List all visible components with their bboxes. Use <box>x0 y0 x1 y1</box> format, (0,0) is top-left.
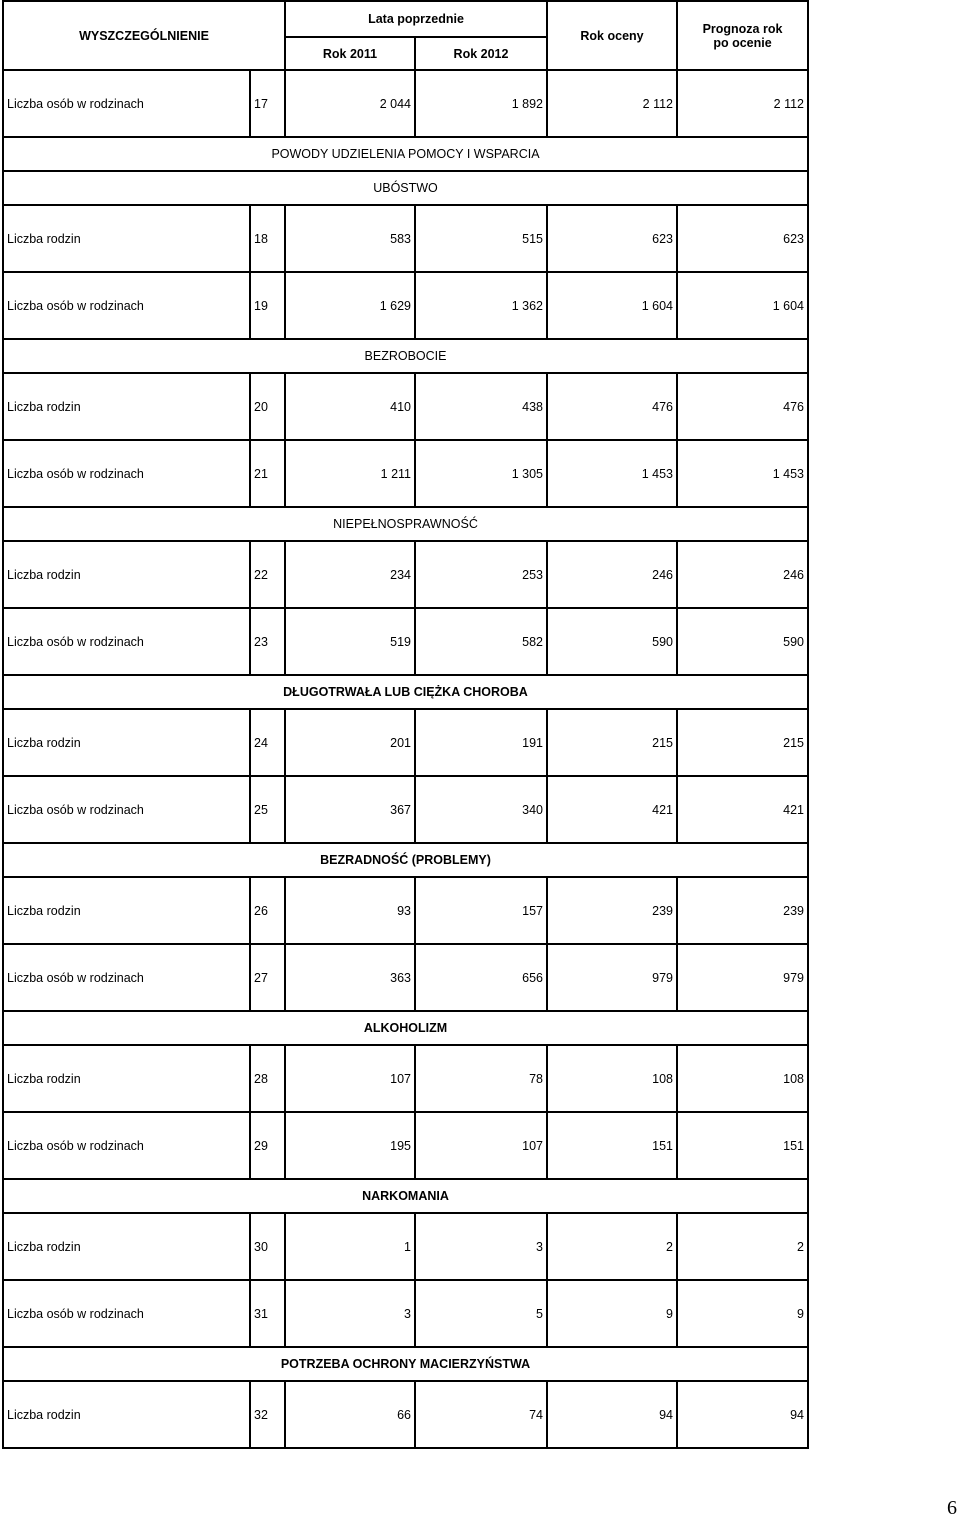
value-2012: 582 <box>415 608 547 675</box>
row-label: Liczba rodzin <box>3 1213 250 1280</box>
row-label: Liczba osób w rodzinach <box>3 1280 250 1347</box>
section-title: UBÓSTWO <box>3 171 808 205</box>
row-number: 25 <box>250 776 285 843</box>
value-rating-year: 1 604 <box>547 272 677 339</box>
value-rating-year: 215 <box>547 709 677 776</box>
value-2011: 367 <box>285 776 415 843</box>
section-row <box>3 339 808 373</box>
value-forecast: 9 <box>677 1280 808 1347</box>
table-row <box>3 70 808 137</box>
header-year-2011: Rok 2011 <box>285 37 415 70</box>
value-rating-year: 623 <box>547 205 677 272</box>
section-title: ALKOHOLIZM <box>3 1011 808 1045</box>
row-number: 23 <box>250 608 285 675</box>
row-number: 27 <box>250 944 285 1011</box>
value-2011: 363 <box>285 944 415 1011</box>
section-row <box>3 675 808 709</box>
value-2012: 1 892 <box>415 70 547 137</box>
value-forecast: 1 453 <box>677 440 808 507</box>
value-rating-year: 979 <box>547 944 677 1011</box>
page-number: 6 <box>947 1497 957 1519</box>
table-row <box>3 1112 808 1179</box>
value-2012: 191 <box>415 709 547 776</box>
row-label: Liczba rodzin <box>3 877 250 944</box>
value-2011: 93 <box>285 877 415 944</box>
header-previous-years: Lata poprzednie <box>285 1 547 37</box>
table-row <box>3 1280 808 1347</box>
row-number: 22 <box>250 541 285 608</box>
value-2012: 1 362 <box>415 272 547 339</box>
value-2011: 583 <box>285 205 415 272</box>
row-number: 18 <box>250 205 285 272</box>
section-title-main: POWODY UDZIELENIA POMOCY I WSPARCIA <box>3 137 808 171</box>
value-forecast: 421 <box>677 776 808 843</box>
section-title: POTRZEBA OCHRONY MACIERZYŃSTWA <box>3 1347 808 1381</box>
row-label: Liczba osób w rodzinach <box>3 70 250 137</box>
table-row <box>3 373 808 440</box>
table-row <box>3 272 808 339</box>
row-number: 20 <box>250 373 285 440</box>
value-rating-year: 2 <box>547 1213 677 1280</box>
value-2011: 519 <box>285 608 415 675</box>
value-2011: 1 211 <box>285 440 415 507</box>
value-forecast: 246 <box>677 541 808 608</box>
value-rating-year: 239 <box>547 877 677 944</box>
row-label: Liczba rodzin <box>3 1045 250 1112</box>
value-2012: 78 <box>415 1045 547 1112</box>
row-number: 30 <box>250 1213 285 1280</box>
section-title: BEZROBOCIE <box>3 339 808 373</box>
table-row <box>3 608 808 675</box>
value-2012: 107 <box>415 1112 547 1179</box>
data-table <box>2 0 809 1449</box>
value-rating-year: 94 <box>547 1381 677 1448</box>
row-label: Liczba rodzin <box>3 205 250 272</box>
value-2011: 410 <box>285 373 415 440</box>
table-row <box>3 709 808 776</box>
value-2012: 3 <box>415 1213 547 1280</box>
header-forecast <box>677 1 808 70</box>
value-2011: 201 <box>285 709 415 776</box>
value-2012: 438 <box>415 373 547 440</box>
row-label: Liczba rodzin <box>3 709 250 776</box>
table-row <box>3 877 808 944</box>
value-rating-year: 151 <box>547 1112 677 1179</box>
row-number: 24 <box>250 709 285 776</box>
section-row <box>3 507 808 541</box>
section-row <box>3 137 808 171</box>
value-2011: 2 044 <box>285 70 415 137</box>
row-number: 31 <box>250 1280 285 1347</box>
table-row <box>3 205 808 272</box>
value-2012: 74 <box>415 1381 547 1448</box>
value-rating-year: 246 <box>547 541 677 608</box>
table-row <box>3 1213 808 1280</box>
value-rating-year: 9 <box>547 1280 677 1347</box>
table-row <box>3 776 808 843</box>
value-2011: 195 <box>285 1112 415 1179</box>
row-label: Liczba osób w rodzinach <box>3 776 250 843</box>
section-title: BEZRADNOŚĆ (PROBLEMY) <box>3 843 808 877</box>
section-row <box>3 1179 808 1213</box>
section-title: NARKOMANIA <box>3 1179 808 1213</box>
value-forecast: 590 <box>677 608 808 675</box>
section-row <box>3 1011 808 1045</box>
row-number: 28 <box>250 1045 285 1112</box>
row-number: 29 <box>250 1112 285 1179</box>
section-row <box>3 171 808 205</box>
value-rating-year: 1 453 <box>547 440 677 507</box>
value-2012: 253 <box>415 541 547 608</box>
value-forecast: 151 <box>677 1112 808 1179</box>
section-title: DŁUGOTRWAŁA LUB CIĘŻKA CHOROBA <box>3 675 808 709</box>
value-forecast: 979 <box>677 944 808 1011</box>
header-forecast-line1: Prognoza rok <box>702 21 783 36</box>
header-forecast-line2: po ocenie <box>713 35 772 50</box>
row-label: Liczba osób w rodzinach <box>3 272 250 339</box>
header-row-top <box>3 1 808 37</box>
table-row <box>3 541 808 608</box>
header-item: WYSZCZEGÓLNIENIE <box>3 1 285 70</box>
header-rating-year: Rok oceny <box>547 1 677 70</box>
row-label: Liczba osób w rodzinach <box>3 944 250 1011</box>
value-forecast: 2 <box>677 1213 808 1280</box>
value-forecast: 623 <box>677 205 808 272</box>
value-2011: 107 <box>285 1045 415 1112</box>
row-number: 17 <box>250 70 285 137</box>
value-2011: 1 629 <box>285 272 415 339</box>
value-forecast: 476 <box>677 373 808 440</box>
value-forecast: 215 <box>677 709 808 776</box>
value-2012: 1 305 <box>415 440 547 507</box>
value-rating-year: 590 <box>547 608 677 675</box>
value-2011: 66 <box>285 1381 415 1448</box>
row-number: 19 <box>250 272 285 339</box>
value-forecast: 239 <box>677 877 808 944</box>
value-2011: 1 <box>285 1213 415 1280</box>
row-label: Liczba osób w rodzinach <box>3 1112 250 1179</box>
header-year-2012: Rok 2012 <box>415 37 547 70</box>
value-forecast: 1 604 <box>677 272 808 339</box>
section-row <box>3 843 808 877</box>
value-rating-year: 108 <box>547 1045 677 1112</box>
value-rating-year: 2 112 <box>547 70 677 137</box>
value-2012: 5 <box>415 1280 547 1347</box>
table-row <box>3 944 808 1011</box>
value-rating-year: 421 <box>547 776 677 843</box>
value-2012: 656 <box>415 944 547 1011</box>
section-title: NIEPEŁNOSPRAWNOŚĆ <box>3 507 808 541</box>
row-number: 21 <box>250 440 285 507</box>
value-forecast: 2 112 <box>677 70 808 137</box>
table-row <box>3 440 808 507</box>
row-number: 32 <box>250 1381 285 1448</box>
table-row <box>3 1381 808 1448</box>
value-2012: 340 <box>415 776 547 843</box>
row-label: Liczba osób w rodzinach <box>3 440 250 507</box>
section-row <box>3 1347 808 1381</box>
value-forecast: 94 <box>677 1381 808 1448</box>
row-label: Liczba rodzin <box>3 1381 250 1448</box>
row-label: Liczba osób w rodzinach <box>3 608 250 675</box>
value-2011: 234 <box>285 541 415 608</box>
value-rating-year: 476 <box>547 373 677 440</box>
value-forecast: 108 <box>677 1045 808 1112</box>
value-2011: 3 <box>285 1280 415 1347</box>
value-2012: 515 <box>415 205 547 272</box>
row-label: Liczba rodzin <box>3 541 250 608</box>
row-label: Liczba rodzin <box>3 373 250 440</box>
row-number: 26 <box>250 877 285 944</box>
value-2012: 157 <box>415 877 547 944</box>
table-row <box>3 1045 808 1112</box>
